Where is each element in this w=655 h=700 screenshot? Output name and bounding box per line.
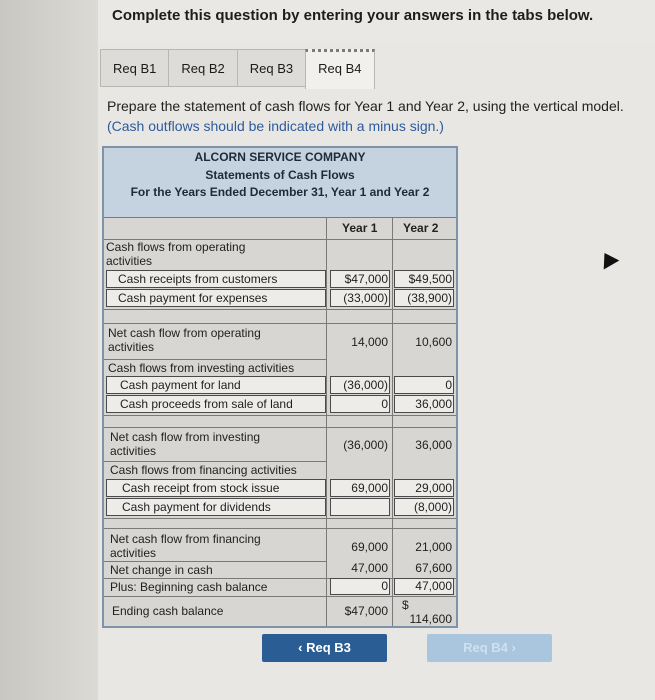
- div-y2: (8,000): [413, 500, 452, 514]
- cash-flow-statement: [102, 146, 458, 628]
- receipts-y2: $49,500: [408, 272, 452, 286]
- change-label: Net change in cash: [110, 563, 213, 577]
- tab-req-b4[interactable]: Req B4: [305, 49, 374, 89]
- chevron-right-icon: ›: [511, 640, 516, 655]
- div-y1-input[interactable]: [330, 498, 390, 516]
- net-inv-y1: (36,000): [343, 438, 388, 452]
- header-title: Complete this question by entering your answers in the tabs below.: [112, 7, 594, 24]
- fin-header: Cash flows from financing activities: [110, 463, 297, 477]
- land-pay-label: Cash payment for land: [120, 378, 241, 392]
- change-y1: 47,000: [351, 561, 388, 575]
- prev-req-label: Req B3: [306, 640, 351, 655]
- instruction: [107, 96, 655, 136]
- tab-req-b2[interactable]: Req B2: [168, 49, 236, 87]
- receipts-y1: $47,000: [344, 272, 388, 286]
- land-pay-y2: 0: [445, 378, 452, 392]
- expenses-y1: (33,000): [343, 291, 388, 305]
- left-edge: [0, 0, 98, 700]
- col-year2: Year 2: [403, 221, 439, 235]
- land-pay-y1: (36,000): [343, 378, 388, 392]
- net-fin-label: Net cash flow from financing activities: [110, 532, 261, 560]
- end-label: Ending cash balance: [112, 604, 224, 618]
- net-op-y2: 10,600: [415, 335, 452, 349]
- inv-header: Cash flows from investing activities: [108, 361, 295, 375]
- statement-title: Statements of Cash Flows: [205, 168, 355, 182]
- land-sale-y1: 0: [381, 397, 388, 411]
- instruction-note: (Cash outflows should be indicated with a minus sign.): [107, 118, 444, 134]
- next-req-button[interactable]: [427, 634, 552, 662]
- begin-y1: 0: [381, 579, 388, 593]
- land-sale-label: Cash proceeds from sale of land: [120, 397, 293, 411]
- tab-bar: [100, 49, 375, 89]
- chevron-left-icon: ‹: [298, 640, 303, 655]
- net-inv-label: Net cash flow from investing activities: [110, 430, 261, 458]
- receipts-label: Cash receipts from customers: [118, 272, 278, 286]
- company-name: ALCORN SERVICE COMPANY: [194, 150, 366, 164]
- div-label: Cash payment for dividends: [122, 500, 271, 514]
- end-y1: $47,000: [344, 604, 388, 618]
- net-fin-y1: 69,000: [351, 540, 388, 554]
- end-y2: 114,600: [409, 612, 452, 626]
- end-y2-symbol: $: [402, 598, 409, 612]
- stock-y1: 69,000: [351, 481, 388, 495]
- stock-label: Cash receipt from stock issue: [122, 481, 280, 495]
- net-fin-y2: 21,000: [415, 540, 452, 554]
- tab-req-b1[interactable]: Req B1: [100, 49, 168, 87]
- stock-y2: 29,000: [415, 481, 452, 495]
- statement-period: For the Years Ended December 31, Year 1 and Year 2: [130, 185, 430, 199]
- change-y2: 67,600: [415, 561, 452, 575]
- op-header: Cash flows from operating activities: [106, 240, 246, 268]
- land-sale-y2: 36,000: [415, 397, 452, 411]
- col-year1: Year 1: [342, 221, 378, 235]
- begin-label: Plus: Beginning cash balance: [110, 580, 268, 594]
- expenses-y2: (38,900): [407, 291, 452, 305]
- instruction-text: Prepare the statement of cash flows for Year 1 and Year 2, using the vertical model.: [107, 98, 624, 114]
- begin-y2: 47,000: [415, 579, 452, 593]
- next-req-label: Req B4: [463, 640, 508, 655]
- expenses-label: Cash payment for expenses: [118, 291, 268, 305]
- net-op-y1: 14,000: [351, 335, 388, 349]
- prev-req-button[interactable]: [262, 634, 387, 662]
- net-op-label: Net cash flow from operating activities: [108, 326, 261, 354]
- tab-req-b3[interactable]: Req B3: [237, 49, 305, 87]
- net-inv-y2: 36,000: [415, 438, 452, 452]
